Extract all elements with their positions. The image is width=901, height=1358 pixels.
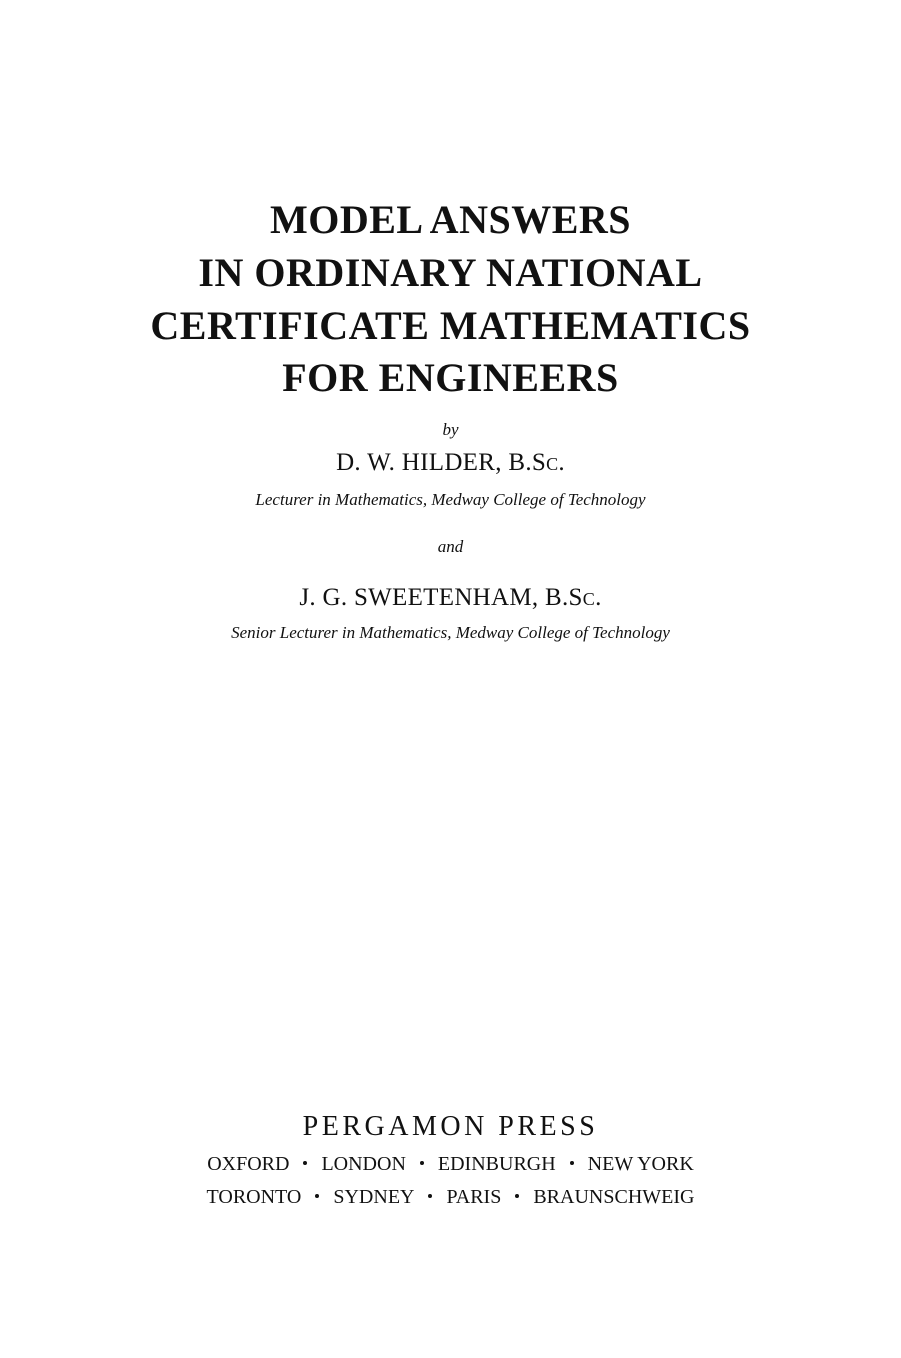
by-label: by: [442, 420, 459, 439]
city-sydney: SYDNEY: [333, 1186, 415, 1208]
author-1-name: D. W. HILDER,: [336, 449, 502, 476]
author-2-affiliation: Senior Lecturer in Mathematics, Medway College of Technology: [231, 623, 670, 642]
city-toronto: TORONTO: [206, 1186, 302, 1208]
city-braunschweig: BRAUNSCHWEIG: [533, 1186, 695, 1208]
author-1-degree: B.Sc.: [508, 449, 565, 476]
city-paris: PARIS: [446, 1186, 502, 1208]
author-1-affiliation: Lecturer in Mathematics, Medway College of Technology: [255, 490, 646, 509]
separator-dot-icon: [303, 1161, 307, 1165]
title-line-4: FOR ENGINEERS: [282, 355, 619, 400]
city-new-york: NEW YORK: [587, 1153, 694, 1175]
separator-dot-icon: [570, 1161, 574, 1165]
publisher-cities-row-2: [0, 1187, 901, 1207]
and-label: and: [437, 537, 464, 556]
publisher-cities-row-1: [0, 1154, 901, 1174]
city-london: LONDON: [321, 1153, 406, 1175]
city-edinburgh: EDINBURGH: [437, 1153, 556, 1175]
author-1: [0, 450, 901, 475]
separator-dot-icon: [515, 1194, 519, 1198]
separator-dot-icon: [428, 1194, 432, 1198]
separator-dot-icon: [315, 1194, 319, 1198]
publisher-name: PERGAMON PRESS: [302, 1111, 599, 1142]
title-line-2: IN ORDINARY NATIONAL: [198, 250, 703, 295]
author-2-degree: B.Sc.: [545, 584, 602, 611]
author-2-name: J. G. SWEETENHAM,: [299, 584, 539, 611]
separator-dot-icon: [420, 1161, 424, 1165]
title-line-1: MODEL ANSWERS: [269, 197, 632, 242]
city-oxford: OXFORD: [207, 1153, 290, 1175]
title-line-3: CERTIFICATE MATHEMATICS: [150, 303, 751, 348]
author-2: [0, 585, 901, 610]
